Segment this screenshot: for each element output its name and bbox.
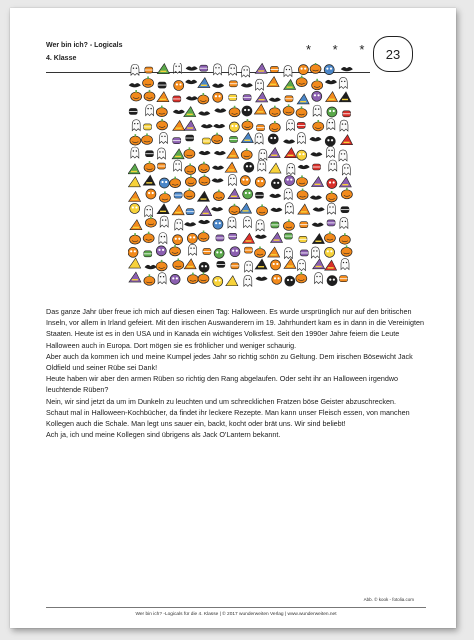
doodle-item bbox=[312, 91, 322, 101]
doodle-item bbox=[240, 176, 250, 186]
doodle-item bbox=[297, 189, 308, 200]
doodle-item bbox=[189, 244, 197, 255]
doodle-item bbox=[187, 273, 198, 284]
doodle-item bbox=[229, 106, 240, 117]
doodle-item bbox=[174, 160, 182, 171]
doodle-item bbox=[229, 81, 237, 87]
doodle-item bbox=[283, 219, 294, 230]
paragraph: Das ganze Jahr über freue ich mich auf diesen einen Tag: Halloween. Es wurde ursprünglich nur auf den britischen Inseln, vor allem in Irland gefeiert. Mit den irischen Auswanderern im 19. Jahrhundert kam es in dann in die Vereinigten Staaten. Heute ist es in den USA und in Kanada ein wichtiges Volksfest. Seit den 1990er Jahre feiern die Leute Halloween auch in Europa. Dort mögen sie es fröhlicher und weniger schaurig. bbox=[46, 307, 424, 350]
doodle-item bbox=[174, 80, 184, 90]
doodle-item bbox=[144, 90, 155, 101]
doodle-item bbox=[212, 166, 224, 170]
doodle-item bbox=[199, 151, 211, 155]
doodle-item bbox=[158, 273, 166, 284]
doodle-item bbox=[229, 95, 237, 101]
doodle-item bbox=[173, 138, 181, 144]
doodle-item bbox=[213, 219, 223, 229]
doodle-item bbox=[230, 247, 240, 257]
doodle-item bbox=[131, 147, 139, 158]
doodle-item bbox=[187, 233, 197, 243]
doodle-item bbox=[298, 165, 310, 169]
doodle-item bbox=[144, 124, 152, 130]
doodle-item bbox=[284, 248, 292, 259]
doodle-item bbox=[313, 259, 325, 269]
doodle-item bbox=[341, 188, 352, 199]
doodle-item bbox=[329, 160, 337, 171]
doodle-item bbox=[296, 175, 307, 186]
doodle-item bbox=[284, 79, 296, 89]
doodle-item bbox=[145, 151, 153, 157]
doodle-item bbox=[339, 77, 347, 88]
doodle-item bbox=[184, 107, 196, 117]
doodle-item bbox=[244, 162, 254, 172]
doodle-item bbox=[213, 124, 225, 128]
doodle-item bbox=[228, 174, 236, 185]
doodle-item bbox=[157, 64, 169, 74]
doodle-item bbox=[185, 175, 196, 186]
doodle-item bbox=[256, 92, 268, 102]
doodle-item bbox=[240, 203, 252, 213]
doodle-item bbox=[186, 209, 194, 215]
doodle-item bbox=[130, 233, 141, 244]
doodle-item bbox=[129, 258, 141, 268]
doodle-item bbox=[128, 177, 140, 187]
doodle-item bbox=[327, 276, 337, 286]
page-number: 23 bbox=[385, 46, 401, 62]
doodle-item bbox=[299, 236, 307, 242]
doodle-item bbox=[298, 204, 310, 214]
doodle-item bbox=[173, 235, 183, 245]
doodle-item bbox=[285, 276, 295, 286]
doodle-item bbox=[284, 233, 292, 239]
doodle-item bbox=[130, 220, 142, 230]
doodle-item bbox=[258, 160, 266, 171]
doodle-item bbox=[242, 119, 253, 130]
doodle-item bbox=[159, 233, 167, 244]
doodle-item bbox=[269, 194, 281, 198]
doodle-item bbox=[128, 247, 138, 257]
doodle-item bbox=[326, 92, 338, 102]
doodle-item bbox=[212, 133, 223, 144]
doodle-item bbox=[325, 247, 335, 257]
doodle-item bbox=[198, 162, 209, 173]
doodle-item bbox=[241, 133, 253, 143]
doodle-item bbox=[144, 274, 155, 285]
doodle-item bbox=[229, 204, 240, 215]
doodle-item bbox=[197, 191, 209, 201]
paragraph: Schaut mal in Halloween-Kochbücher, da findet ihr leckere Rezepte. Man kann unser Fleisch essen, von manchen Kollegen auch die Schale. Man legt uns sauer ein, backt, kocht oder brät uns. Wir sind beliebt! bbox=[46, 407, 410, 429]
doodle-item bbox=[341, 67, 353, 71]
doodle-item bbox=[129, 108, 137, 114]
doodle-item bbox=[310, 63, 321, 73]
doodle-item bbox=[297, 122, 305, 128]
doodle-item bbox=[312, 177, 324, 187]
paragraph: Aber auch da kommen ich und meine Kumpel jedes Jahr so richtig schön zu Geltung. Dem irischen Bösewicht Jack Oldfield und seiner Rübe sei Dank! bbox=[46, 351, 413, 373]
doodle-item bbox=[156, 260, 167, 271]
doodle-item bbox=[175, 219, 183, 230]
doodle-item bbox=[156, 246, 166, 256]
doodle-item bbox=[156, 106, 167, 117]
doodle-item bbox=[200, 206, 212, 216]
doodle-item bbox=[241, 148, 252, 159]
doodle-item bbox=[157, 148, 165, 159]
image-credit: Abb. © kook - fotolia.com bbox=[363, 597, 414, 602]
doodle-item bbox=[174, 63, 182, 73]
doodle-item bbox=[298, 260, 306, 271]
doodle-item bbox=[128, 164, 140, 174]
doodle-item bbox=[285, 176, 295, 186]
doodle-item bbox=[143, 175, 155, 185]
doodle-item bbox=[212, 84, 224, 88]
doodle-item bbox=[297, 94, 309, 104]
doodle-item bbox=[341, 207, 349, 213]
doodle-item bbox=[145, 67, 153, 73]
doodle-item bbox=[158, 163, 166, 169]
doodle-item bbox=[170, 177, 181, 188]
doodle-item bbox=[324, 232, 335, 243]
doodle-item bbox=[158, 82, 166, 88]
doodle-item bbox=[230, 136, 238, 142]
doodle-item bbox=[198, 111, 210, 115]
doodle-item bbox=[339, 150, 347, 161]
doodle-item bbox=[202, 138, 210, 144]
doodle-item bbox=[327, 146, 335, 157]
doodle-item bbox=[184, 147, 195, 158]
doodle-item bbox=[131, 64, 139, 75]
doodle-item bbox=[172, 149, 184, 159]
doodle-item bbox=[339, 233, 350, 244]
doodle-item bbox=[242, 66, 250, 77]
doodle-item bbox=[131, 90, 142, 101]
doodle-item bbox=[272, 274, 282, 284]
doodle-item bbox=[313, 120, 324, 131]
doodle-item bbox=[325, 80, 337, 84]
doodle-item bbox=[212, 178, 224, 182]
doodle-item bbox=[297, 133, 305, 144]
doodle-item bbox=[243, 217, 251, 228]
doodle-item bbox=[339, 177, 351, 187]
doodle-item bbox=[313, 105, 321, 116]
doodle-item bbox=[255, 63, 267, 73]
doodle-item bbox=[199, 262, 209, 272]
doodle-item bbox=[340, 217, 348, 228]
doodle-item bbox=[229, 233, 237, 239]
doodle-item bbox=[325, 136, 335, 146]
doodle-item bbox=[186, 135, 194, 141]
doodle-item bbox=[129, 191, 141, 201]
doodle-item bbox=[287, 164, 295, 175]
doodle-item bbox=[296, 272, 307, 283]
doodle-item bbox=[242, 106, 252, 116]
doodle-item bbox=[313, 164, 321, 170]
doodle-item bbox=[284, 188, 292, 199]
doodle-item bbox=[287, 119, 295, 130]
doodle-item bbox=[159, 178, 169, 188]
doodle-item bbox=[296, 106, 307, 117]
worksheet-page bbox=[10, 8, 456, 628]
doodle-item bbox=[284, 148, 296, 158]
doodle-item bbox=[186, 96, 198, 100]
doodle-item bbox=[226, 276, 238, 286]
doodle-item bbox=[257, 125, 265, 131]
doodle-item bbox=[296, 76, 307, 87]
doodle-item bbox=[228, 189, 240, 199]
doodle-item bbox=[257, 204, 268, 215]
doodle-item bbox=[256, 79, 264, 90]
doodle-item bbox=[173, 120, 185, 130]
doodle-item bbox=[227, 148, 239, 158]
doodle-item bbox=[300, 222, 308, 228]
doodle-item bbox=[213, 190, 224, 201]
doodle-item bbox=[298, 65, 308, 75]
doodle-item bbox=[271, 222, 279, 228]
doodle-item bbox=[269, 121, 280, 132]
doodle-item bbox=[327, 178, 337, 188]
doodle-item bbox=[199, 175, 210, 186]
doodle-item bbox=[241, 83, 253, 87]
doodle-item bbox=[339, 92, 351, 102]
doodle-item bbox=[243, 95, 251, 101]
doodle-item bbox=[312, 223, 324, 227]
doodle-item bbox=[312, 79, 323, 90]
doodle-item bbox=[285, 96, 293, 102]
doodle-item bbox=[327, 220, 335, 226]
doodle-item bbox=[145, 216, 156, 227]
doodle-item bbox=[173, 110, 185, 114]
doodle-item bbox=[160, 216, 168, 227]
doodle-item bbox=[310, 152, 322, 156]
doodle-item bbox=[143, 232, 154, 243]
doodle-item bbox=[229, 122, 239, 132]
doodle-item bbox=[198, 272, 209, 283]
doodle-item bbox=[340, 120, 348, 131]
doodle-item bbox=[146, 105, 154, 116]
doodle-item bbox=[271, 260, 281, 270]
doodle-item bbox=[283, 139, 295, 143]
doodle-item bbox=[254, 104, 266, 114]
doodle-item bbox=[213, 64, 221, 75]
doodle-item bbox=[269, 163, 281, 173]
doodle-item bbox=[203, 248, 211, 254]
doodle-item bbox=[198, 93, 209, 104]
paragraph: Heute haben wir aber den armen Rüben so richtig den Rang abgelaufen. Oder seht ihr an Halloween irgendwo leuchtende Rüben? bbox=[46, 374, 399, 395]
doodle-item bbox=[228, 217, 236, 228]
doodle-item bbox=[255, 259, 267, 269]
doodle-item bbox=[341, 245, 352, 256]
doodle-item bbox=[243, 189, 253, 199]
doodle-item bbox=[255, 235, 267, 239]
doodle-item bbox=[201, 124, 213, 128]
page-number-badge bbox=[373, 36, 413, 72]
doodle-item bbox=[229, 64, 237, 75]
doodle-item bbox=[270, 66, 278, 72]
doodle-item bbox=[214, 248, 224, 258]
doodle-item bbox=[310, 195, 322, 199]
doodle-item bbox=[216, 235, 224, 241]
doodle-item bbox=[268, 247, 280, 257]
doodle-item bbox=[200, 65, 208, 71]
doodle-item bbox=[225, 162, 237, 172]
paragraph: Nein, wir sind jetzt da um im Dunkeln zu leuchten und um schrecklichen Fratzen böse Geister abzuschrecken. bbox=[46, 396, 396, 406]
doodle-item bbox=[185, 163, 196, 174]
doodle-item bbox=[327, 119, 335, 130]
doodle-item bbox=[129, 83, 141, 87]
doodle-item bbox=[174, 192, 182, 198]
doodle-item bbox=[170, 274, 180, 284]
doodle-canvas bbox=[128, 63, 360, 295]
doodle-item bbox=[327, 107, 337, 117]
doodle-item bbox=[245, 261, 253, 272]
doodle-item bbox=[142, 133, 153, 144]
doodle-item bbox=[283, 104, 294, 115]
doodle-item bbox=[184, 120, 196, 130]
doodle-item bbox=[185, 80, 197, 84]
doodle-item bbox=[255, 177, 265, 187]
doodle-item bbox=[244, 247, 252, 253]
doodle-item bbox=[312, 234, 324, 244]
doodle-item bbox=[173, 96, 181, 102]
doodle-item bbox=[343, 111, 351, 117]
doodle-item bbox=[130, 203, 140, 213]
doodle-item bbox=[259, 149, 267, 160]
doodle-item bbox=[327, 203, 335, 214]
page-footer: Wer bin ich? -Logicals für die 4. Klasse | © 2017 wunderweiten Verlag | www.wunderweiten.net bbox=[135, 612, 337, 617]
doodle-item bbox=[341, 259, 349, 270]
doodle-item bbox=[145, 206, 153, 217]
doodle-item bbox=[269, 106, 280, 117]
doodle-item bbox=[311, 247, 319, 258]
doodle-item bbox=[315, 273, 323, 284]
doodle-item bbox=[129, 272, 141, 282]
doodle-item bbox=[309, 137, 321, 141]
doodle-item bbox=[146, 189, 156, 199]
doodle-item bbox=[271, 232, 283, 242]
doodle-item bbox=[172, 205, 184, 215]
grade-label: 4. Klasse bbox=[46, 55, 77, 62]
doodle-item bbox=[254, 247, 265, 258]
doodle-item bbox=[256, 220, 264, 231]
doodle-item bbox=[300, 250, 308, 256]
doodle-item bbox=[242, 233, 254, 243]
doodle-item bbox=[198, 78, 210, 88]
doodle-item bbox=[313, 207, 325, 211]
doodle-item bbox=[198, 220, 210, 224]
doodle-item bbox=[255, 192, 263, 198]
doodle-item bbox=[326, 191, 337, 202]
doodle-item bbox=[211, 207, 223, 211]
doodle-item bbox=[340, 276, 348, 282]
doodle-item bbox=[285, 203, 293, 214]
doodle-item bbox=[159, 191, 170, 202]
doodle-item bbox=[184, 188, 195, 199]
doodle-item bbox=[184, 259, 196, 269]
doodle-item bbox=[256, 277, 268, 281]
worksheet-title: Wer bin ich? - Logicals bbox=[46, 42, 123, 49]
doodle-item bbox=[269, 98, 281, 102]
doodle-item bbox=[231, 263, 239, 269]
doodle-item bbox=[271, 179, 281, 189]
doodle-item bbox=[284, 258, 296, 268]
doodle-item bbox=[132, 120, 140, 131]
doodle-item bbox=[214, 108, 226, 112]
doodle-item bbox=[268, 148, 280, 158]
doodle-item bbox=[255, 133, 263, 144]
doodle-item bbox=[157, 92, 169, 102]
doodle-item bbox=[325, 260, 337, 270]
doodle-item bbox=[130, 134, 141, 145]
footer-divider bbox=[46, 607, 426, 608]
doodle-item bbox=[144, 161, 155, 172]
doodle-item bbox=[341, 135, 353, 145]
doodle-item bbox=[214, 151, 226, 155]
doodle-item bbox=[268, 134, 278, 144]
doodle-item bbox=[186, 66, 198, 70]
doodle-item bbox=[213, 276, 223, 286]
paragraph: Ach ja, ich und meine Kollegen sind übrigens als Jack O'Lantern bekannt. bbox=[46, 430, 281, 440]
doodle-item bbox=[270, 208, 282, 212]
doodle-item bbox=[184, 222, 196, 226]
doodle-item bbox=[217, 261, 225, 267]
doodle-item bbox=[284, 66, 292, 77]
doodle-item bbox=[297, 150, 307, 160]
doodle-item bbox=[324, 65, 334, 75]
doodle-item bbox=[170, 245, 181, 256]
doodle-item bbox=[157, 204, 169, 214]
doodle-item bbox=[144, 251, 152, 257]
doodle-item bbox=[159, 132, 167, 143]
doodle-item bbox=[267, 77, 279, 87]
doodle-item bbox=[145, 265, 157, 269]
difficulty-stars: * * * bbox=[306, 42, 374, 57]
halloween-doodle-collage-icon bbox=[128, 63, 360, 295]
doodle-item bbox=[173, 258, 184, 269]
doodle-item bbox=[157, 119, 168, 130]
doodle-item bbox=[213, 92, 223, 102]
doodle-item bbox=[143, 76, 154, 87]
doodle-item bbox=[342, 164, 350, 175]
story-text bbox=[46, 306, 426, 440]
doodle-item bbox=[198, 231, 209, 242]
doodle-item bbox=[244, 275, 252, 286]
